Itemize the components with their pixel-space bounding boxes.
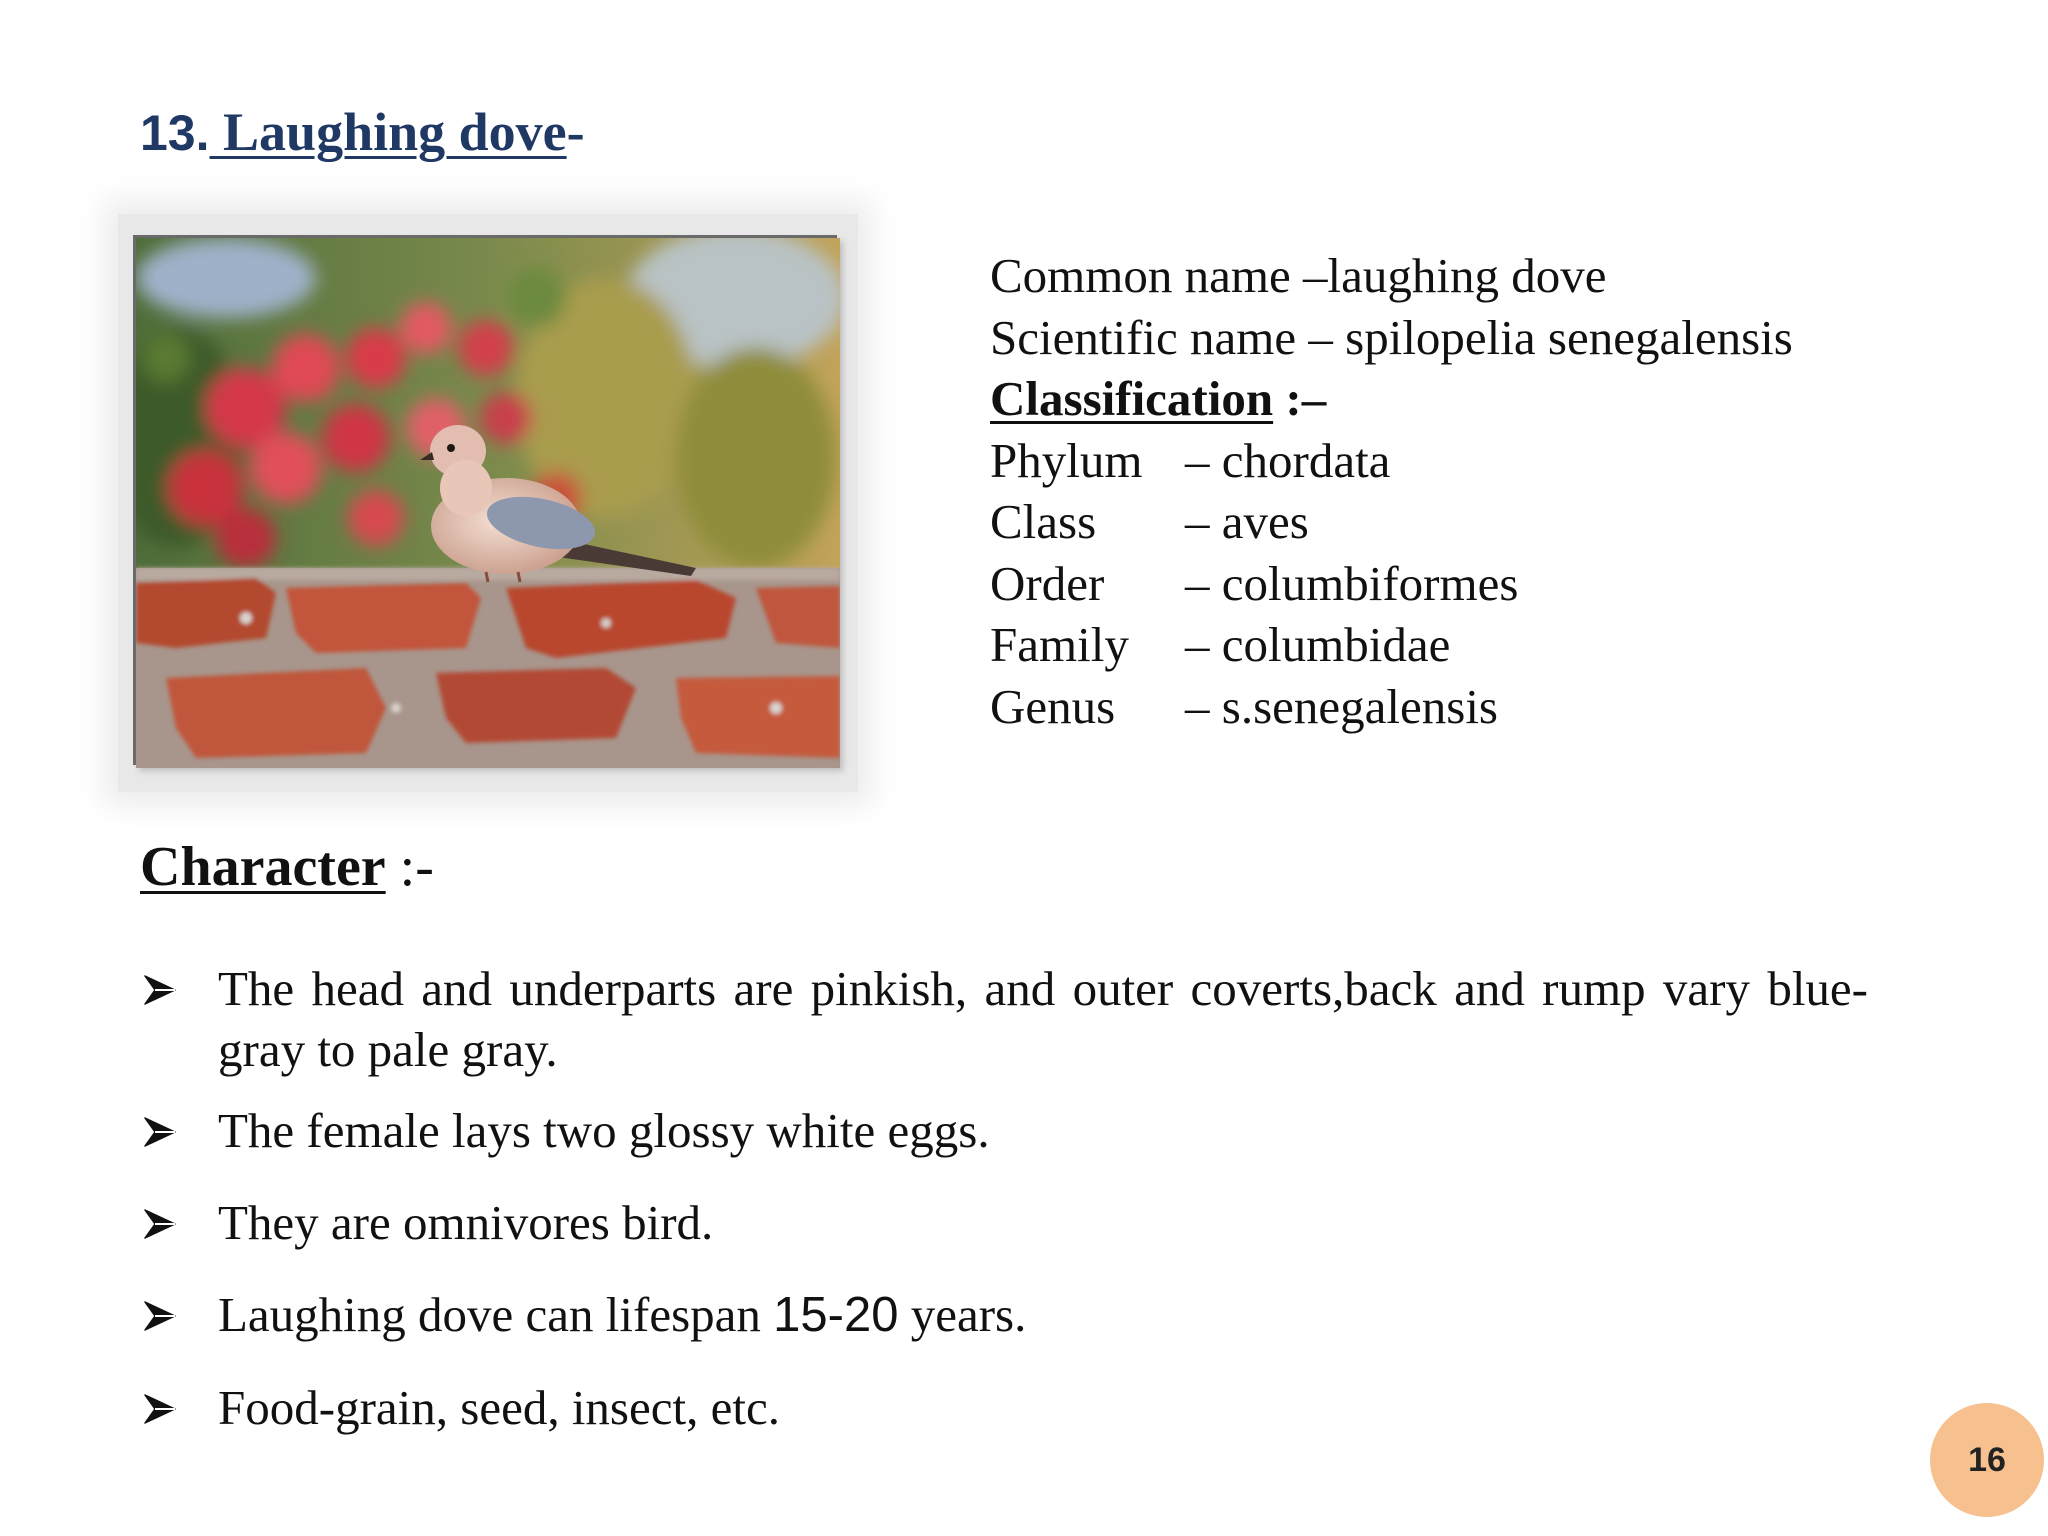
taxon-order bbox=[990, 553, 1793, 615]
character-title: Character bbox=[140, 836, 386, 898]
title-text: Laughing dove bbox=[209, 102, 567, 162]
taxon-genus bbox=[990, 676, 1793, 738]
arrow-bullet-icon bbox=[142, 1114, 178, 1150]
taxon-class bbox=[990, 491, 1793, 553]
laughing-dove-photo bbox=[136, 238, 840, 768]
arrow-bullet-icon bbox=[142, 1206, 178, 1242]
taxon-label: Genus bbox=[990, 678, 1116, 734]
lifespan-text: Laughing dove can lifespan bbox=[218, 1287, 774, 1342]
species-info bbox=[990, 245, 1793, 737]
arrow-bullet-icon bbox=[142, 1298, 178, 1334]
list-item-text: Food-grain, seed, insect, etc. bbox=[218, 1380, 780, 1435]
title-suffix: - bbox=[566, 102, 585, 162]
lifespan-years: 15-20 bbox=[773, 1288, 899, 1342]
taxon-phylum bbox=[990, 430, 1793, 492]
list-item-text: They are omnivores bird. bbox=[218, 1195, 714, 1250]
title-number: 13. bbox=[140, 105, 210, 161]
arrow-bullet-icon bbox=[142, 1391, 178, 1427]
list-item-text: The female lays two glossy white eggs. bbox=[218, 1103, 990, 1158]
classification-suffix: :– bbox=[1273, 371, 1327, 426]
list-item bbox=[140, 1192, 1940, 1253]
taxon-value: – columbiformes bbox=[1185, 555, 1519, 611]
taxon-label: Order bbox=[990, 555, 1105, 611]
taxon-label: Class bbox=[990, 494, 1097, 549]
list-item bbox=[140, 1284, 1940, 1346]
taxon-value: – s.senegalensis bbox=[1185, 678, 1498, 734]
classification-heading bbox=[990, 368, 1793, 430]
taxon-value: – chordata bbox=[1185, 432, 1391, 488]
character-heading bbox=[140, 832, 434, 902]
taxon-label: Family bbox=[990, 617, 1129, 672]
page-number-badge: 16 bbox=[1930, 1403, 2044, 1517]
taxon-family bbox=[990, 614, 1793, 676]
slide-title bbox=[140, 96, 585, 169]
taxon-value: – columbidae bbox=[1185, 617, 1451, 672]
list-item bbox=[140, 958, 1868, 1080]
taxon-label: Phylum bbox=[990, 432, 1143, 488]
lifespan-suffix: years. bbox=[898, 1287, 1027, 1342]
common-name: Common name –laughing dove bbox=[990, 248, 1607, 303]
scientific-name: Scientific name – spilopelia senegalensis bbox=[990, 309, 1793, 365]
list-item-text: The head and underparts are pinkish, and outer coverts,back and rump vary blue-gray to pale gray. bbox=[218, 961, 1868, 1077]
character-list bbox=[140, 958, 1940, 1438]
list-item bbox=[140, 1377, 1940, 1438]
arrow-bullet-icon bbox=[142, 972, 178, 1008]
list-item bbox=[140, 1100, 1940, 1161]
taxon-value: – aves bbox=[1185, 494, 1309, 549]
character-suffix: :- bbox=[385, 836, 434, 898]
classification-label: Classification bbox=[990, 371, 1274, 426]
